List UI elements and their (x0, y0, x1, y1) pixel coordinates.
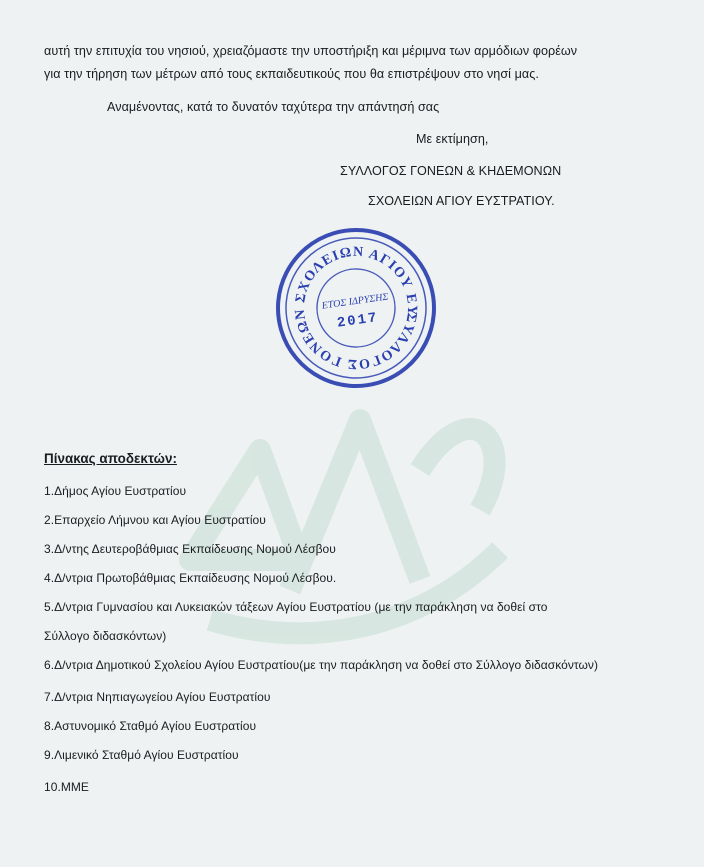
paragraph-line-2: για την τήρηση των μέτρων από τους εκπαιδευτικούς που θα επιστρέψουν στο νησί μας. (44, 67, 539, 81)
recipient-item: 2.Επαρχείο Λήμνου και Αγίου Ευστρατίου (44, 513, 266, 527)
recipient-item: 1.Δήμος Αγίου Ευστρατίου (44, 484, 187, 498)
signature-line-2: ΣΧΟΛΕΙΩΝ ΑΓΙΟΥ ΕΥΣΤΡΑΤΙΟΥ. (368, 194, 555, 208)
stamp-center-line-1: ΕΤΟΣ ΙΔΡΥΣΗΣ (321, 291, 390, 312)
recipient-item: 6.Δ/ντρια Δημοτικού Σχολείου Αγίου Ευστρατίου(με την παράκληση να δοθεί στο Σύλλογο διδασκόντων) (44, 658, 599, 672)
paragraph-line-1: αυτή την επιτυχία του νησιού, χρειαζόμαστε την υποστήριξη και μέριμνα των αρμόδιων φορέων (44, 44, 578, 58)
association-stamp (274, 226, 438, 390)
recipient-item: 10.ΜΜΕ (44, 780, 89, 794)
recipient-item: 7.Δ/ντρια Νηπιαγωγείου Αγίου Ευστρατίου (44, 690, 271, 704)
signature-line-1: ΣΥΛΛΟΓΟΣ ΓΟΝΕΩΝ & ΚΗΔΕΜΟΝΩΝ (340, 164, 562, 178)
stamp-center-year: 2017 (336, 310, 380, 332)
closing-line: Αναμένοντας, κατά το δυνατόν ταχύτερα την απάντησή σας (107, 100, 440, 114)
stamp-ring-text: ΣΥΛΛΟΓΟΣ ΓΟΝΕΩΝ ΣΧΟΛΕΙΩΝ ΑΓΙΟΥ ΕΥΣΤΡΑΤΙΟΥ (292, 244, 420, 372)
recipient-item: 3.Δ/ντης Δευτεροβάθμιας Εκπαίδευσης Νομού Λέσβου (44, 542, 336, 556)
recipient-item: 8.Αστυνομικό Σταθμό Αγίου Ευστρατίου (44, 719, 257, 733)
recipient-item-continued: Σύλλογο διδασκόντων) (44, 629, 167, 643)
recipient-item: 4.Δ/ντρια Πρωτοβάθμιας Εκπαίδευσης Νομού Λέσβου. (44, 571, 337, 585)
recipients-heading: Πίνακας αποδεκτών: (44, 451, 177, 466)
recipient-item: 5.Δ/ντρια Γυμνασίου και Λυκειακών τάξεων Αγίου Ευστρατίου (με την παράκληση να δοθεί στο (44, 600, 548, 614)
recipient-item: 9.Λιμενικό Σταθμό Αγίου Ευστρατίου (44, 748, 239, 762)
regards-line: Με εκτίμηση, (416, 132, 489, 146)
watermark-shape-mid (290, 420, 420, 590)
watermark-shape-right (420, 429, 495, 510)
